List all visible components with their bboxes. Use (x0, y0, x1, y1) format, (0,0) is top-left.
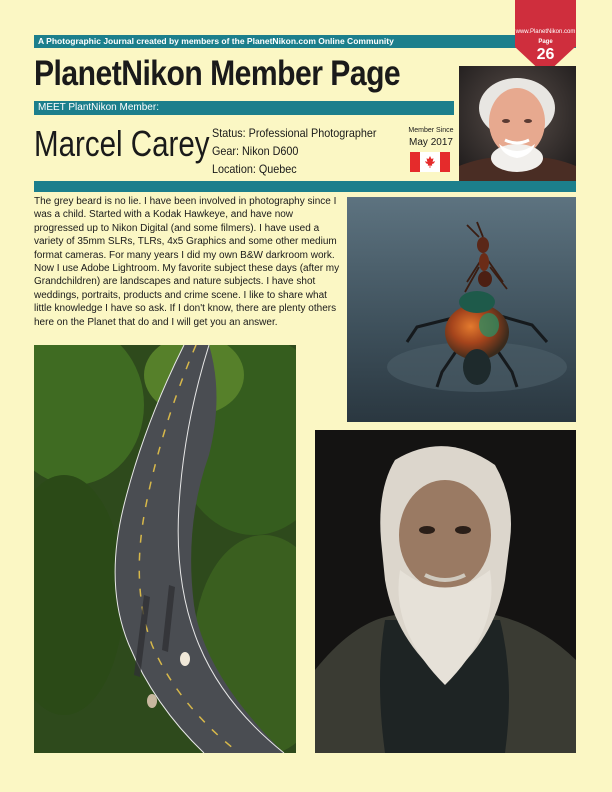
photo-road-runners (34, 345, 296, 753)
member-since-label: Member Since (408, 127, 454, 134)
member-gear: Gear: Nikon D600 (212, 144, 299, 158)
badge-page-label: Page (538, 39, 553, 45)
section-divider (34, 181, 576, 192)
meet-member-bar (34, 101, 454, 115)
member-name: Marcel Carey (34, 123, 210, 164)
badge-url: www.PlanetNikon.com (515, 29, 576, 35)
member-portrait (459, 66, 576, 184)
page-title: PlanetNikon Member Page (34, 54, 401, 93)
page-number: 26 (536, 46, 555, 63)
member-since-date: May 2017 (409, 137, 453, 148)
member-location: Location: Quebec (212, 162, 297, 176)
member-bio: The grey beard is no lie. I have been involved in photography since I was a child. Started with a Kodak Hawkeye, and have now progressed up to Nikon Digital (and some filmers). I have used a variety of 35mm SLRs, TLRs, 4x5 Graphics and some other medium format cameras. For many years I did my own B&W darkroom work. Now I use Adobe Lightroom. My favorite subject these days (after my Grandchildren) are landscapes and nature subjects. I have shot weddings, portraits, products and crime scene. I like to share what little knowledge I have so ask. If I don't know, there are plenty others here on the Planet that do and I will get you an answer. (34, 196, 340, 328)
member-status: Status: Professional Photographer (212, 126, 377, 140)
photo-ant-on-beetle (347, 197, 576, 422)
photo-bearded-man (315, 430, 576, 753)
header-tagline-bar (34, 35, 576, 48)
canada-flag-icon (410, 152, 450, 172)
header-tagline: A Photographic Journal created by members of the PlanetNikon.com Online Community (38, 36, 394, 46)
meet-member-label: MEET PlantNikon Member: (38, 102, 159, 113)
